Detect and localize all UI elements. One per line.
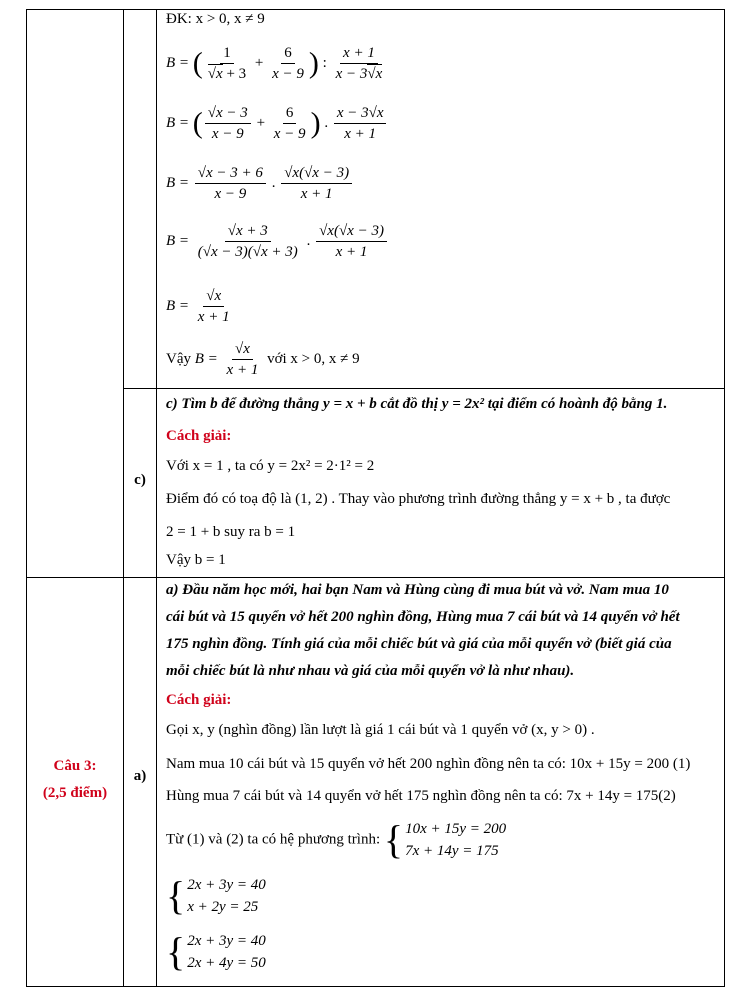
method-heading-c: Cách giải: [166, 428, 232, 444]
equation-5: B = $\frac{√x}{x + 1}$ [166, 288, 230, 325]
row-divider-c-cau3 [26, 577, 725, 578]
equation-system-3: { 2x + 3y = 40 2x + 4y = 50 [166, 929, 266, 974]
solution-a-line-2: Nam mua 10 cái bút và 15 quyển vở hết 200 nghìn đồng nên ta có: 10x + 15y = 200 (1) [166, 756, 691, 772]
part-c-label: c) [134, 472, 146, 488]
table-divider-2 [156, 9, 157, 987]
table-border-left [26, 9, 27, 987]
table-border-bottom [26, 986, 725, 987]
question-a-line-4: mỗi chiếc bút là như nhau và giá của mỗi quyển vở là như nhau). [166, 663, 575, 679]
equation-system-2: { 2x + 3y = 40 x + 2y = 25 [166, 873, 266, 918]
part-a-label: a) [133, 768, 147, 784]
equation-3: B = $\frac{√x - 3 + 6}{x - 9}$ . $\frac{√x(√x - 3)}{x + 1}$ [166, 164, 354, 203]
method-heading-a: Cách giải: [166, 692, 232, 708]
equation-1: B = ( 1 √ x + 3 + $\frac{6}{x - 9}$ ) : $\frac{x + 1}{x - 3√ x}$ [166, 44, 387, 83]
system-intro: Từ (1) và (2) ta có hệ phương trình: { 10x + 15y = 200 7x + 14y = 175 [166, 817, 507, 862]
question-points: (2,5 điểm) [42, 785, 108, 801]
table-border-top [26, 9, 725, 10]
question-a-line-1: a) Đầu năm học mới, hai bạn Nam và Hùng cùng đi mua bút và vở. Nam mua 10 [166, 582, 669, 598]
solution-c-line-3: 2 = 1 + b suy ra b = 1 [166, 524, 296, 540]
solution-c-line-4: Vậy b = 1 [166, 552, 226, 568]
solution-c-line-1: Với x = 1 , ta có y = 2x² = 2·1² = 2 [166, 458, 375, 474]
solution-a-line-3: Hùng mua 7 cái bút và 14 quyển vở hết 175 nghìn đồng nên ta có: 7x + 14y = 175(2) [166, 788, 676, 804]
solution-c-line-2: Điểm đó có toạ độ là (1, 2) . Thay vào phương trình đường thẳng y = x + b , ta được [166, 491, 671, 507]
row-divider-b-c [123, 388, 725, 389]
question-a-line-3: 175 nghìn đồng. Tính giá của mỗi chiếc bút và giá của mỗi quyển vở (biết giá của [166, 636, 672, 652]
equation-2: B = ( $\frac{√x - 3}{x - 9}$ + $\frac{6}{x - 9}$ ) . $\frac{x - 3√x}{x + 1}$ [166, 104, 388, 143]
solution-a-line-1: Gọi x, y (nghìn đồng) lần lượt là giá 1 cái bút và 1 quyển vở (x, y > 0) . [166, 722, 595, 738]
equation-4: B = $\frac{√x + 3}{(√x - 3)(√x + 3)}$ . $\frac{√x(√x - 3)}{x + 1}$ [166, 222, 389, 261]
condition-line: ĐK: x > 0, x ≠ 9 [166, 11, 265, 27]
question-a-line-2: cái bút và 15 quyển vở hết 200 nghìn đồng, Hùng mua 7 cái bút và 14 quyển vở hết [166, 609, 680, 625]
table-border-right [724, 9, 725, 987]
conclusion-b: Vậy B = $\frac{√x}{x + 1}$ với x > 0, x ≠ 9 [166, 341, 360, 378]
equation-system-1: { 10x + 15y = 200 7x + 14y = 175 [383, 817, 507, 862]
table-divider-1 [123, 9, 124, 987]
question-number: Câu 3: [53, 758, 97, 774]
question-c: c) Tìm b để đường thẳng y = x + b cắt đồ thị y = 2x² tại điểm có hoành độ bằng 1. [166, 396, 668, 412]
